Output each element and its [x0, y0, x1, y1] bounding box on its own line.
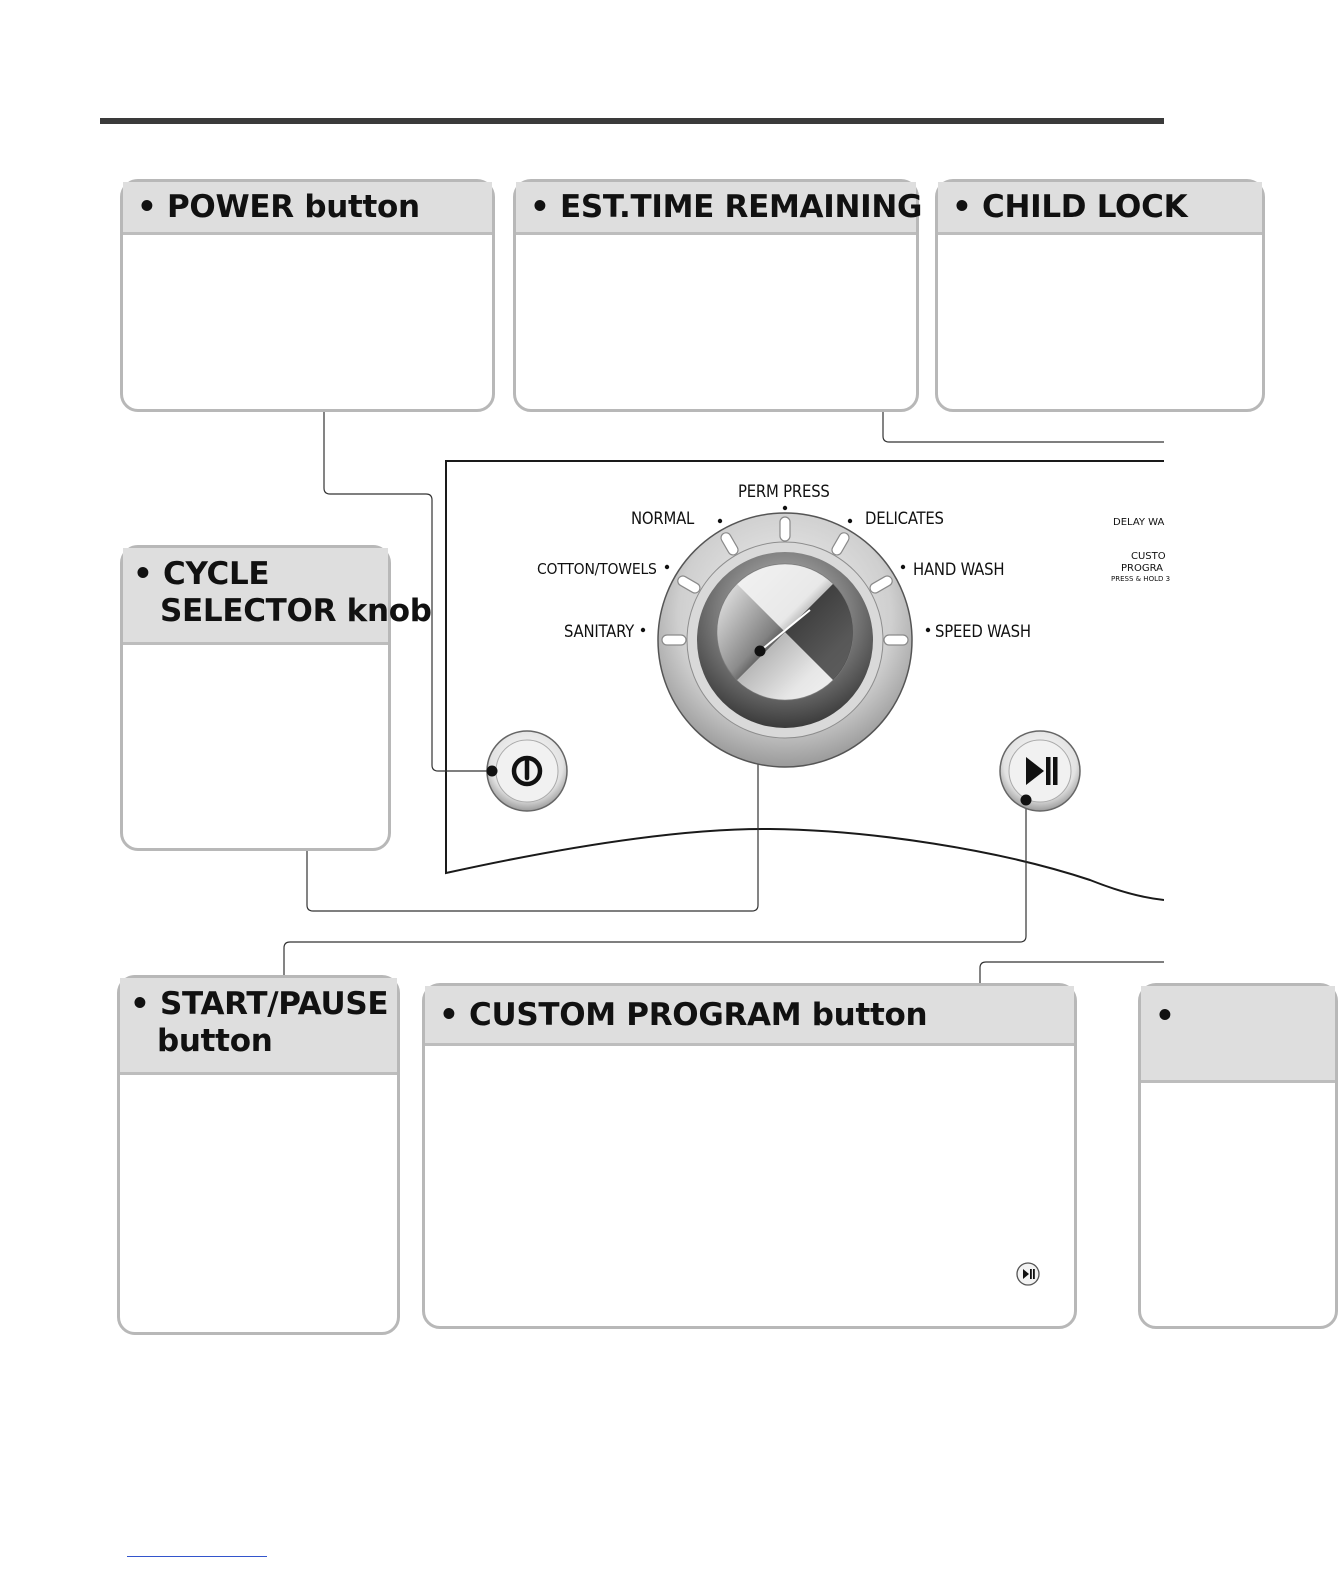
cycle-label-cotton-towels: COTTON/TOWELS — [537, 560, 657, 578]
cycle-label-sanitary: SANITARY — [564, 622, 635, 641]
power-button-callout-title: • POWER button — [123, 182, 492, 235]
cycle-selector-knob — [641, 506, 930, 767]
bottom-link-underline — [127, 1556, 267, 1557]
partial-right-callout-title: • — [1141, 986, 1335, 1083]
start-pause-title-line2: button — [157, 1023, 273, 1059]
start-pause-title-line1: • START/PAUSE — [130, 986, 389, 1022]
leader-power — [324, 412, 492, 771]
leader-start-pause — [284, 800, 1026, 975]
cycle-label-hand-wash: HAND WASH — [913, 560, 1005, 579]
est-time-remaining-callout-title: • EST.TIME REMAINING — [516, 182, 916, 235]
label-press-hold: PRESS & HOLD 3 — [1111, 575, 1171, 583]
label-custom-line1: CUSTO — [1131, 551, 1166, 562]
cycle-label-perm-press: PERM PRESS — [738, 482, 830, 501]
label-delay-wash: DELAY WA — [1113, 517, 1165, 528]
custom-program-callout-title: • CUSTOM PROGRAM button — [425, 986, 1074, 1046]
cycle-selector-title-line2: SELECTOR knob — [160, 593, 432, 629]
cycle-label-normal: NORMAL — [631, 509, 695, 528]
child-lock-callout-title: • CHILD LOCK — [938, 182, 1262, 235]
power-button-graphic — [487, 731, 568, 811]
cycle-label-delicates: DELICATES — [865, 509, 944, 528]
cycle-label-speed-wash: SPEED WASH — [935, 622, 1031, 641]
label-custom-line2: PROGRA — [1121, 563, 1163, 574]
leader-est-time — [883, 412, 1164, 442]
leader-custom-program — [980, 962, 1164, 983]
right-labels-clip — [1100, 500, 1171, 600]
start-pause-small-icon — [1017, 1263, 1039, 1285]
start-pause-button-graphic — [1000, 731, 1080, 811]
cycle-selector-title-line1: • CYCLE — [133, 556, 270, 592]
